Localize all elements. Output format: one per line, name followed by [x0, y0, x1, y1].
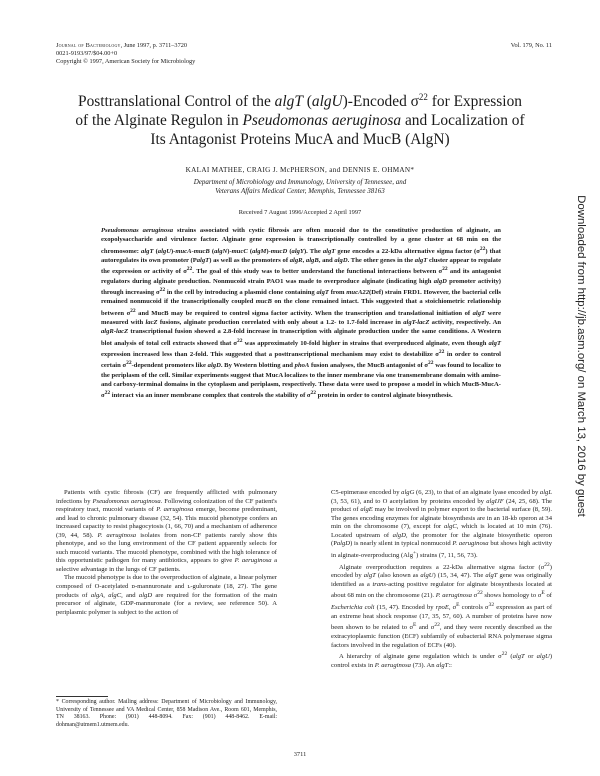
journal-name: Journal of Bacteriology: [56, 42, 121, 49]
paragraph: The mucoid phenotype is due to the overproduction of alginate, a linear polymer composed of O-acetylated ᴅ-mannuronate and ʟ-guluronate (18, 27). The gene products of algA, algC, and algD are required for the formation of the main precursor of alginate, GDP-mannuronate (for a review, see reference 50). A periplasmic polymer is subject to the action of: [56, 574, 278, 616]
received-accepted-dates: Received 7 August 1996/Accepted 2 April 1997: [238, 209, 362, 216]
corresponding-author-footnote: * Corresponding author. Mailing address: Department of Microbiology and Immunology, University of Tennessee and VA Medical Center, 858 Madison Ave., Room 601, Memphis, TN 38163. Phone: (901) 448-8094. Fax: (901) 448-8462. E-mail: dohman@utmem1.utmem.edu.: [56, 699, 277, 728]
abstract: Pseudomonas aeruginosa strains associated with cystic fibrosis are often mucoid due to the constitutive production of alginate, an exopolysaccharide and virulence factor. Alginate gene expression is transcriptionally controlled by a gene cluster at 68 min on the chromosome: algT (algU)-mucA-mucB (algN)-mucC (algM)-mucD (algY). The algT gene encodes a 22-kDa alternative sigma factor $(\sigma^{22})$ that autoregulates its own promoter (PalgT) as well as the promoters of algR, algB, and algD. The other genes in the algT cluster appear to regulate the expression or activity of $\sigma^{22}$. The goal of this study was to better understand the functional interactions between $\sigma^{22}$ and its antagonist regulators during alginate production. Nonmucoid strain PAO1 was made to overproduce alginate (indicating high algD promoter activity) through increasing $\sigma^{22}$ in the cell by introducing a plasmid clone containing algT from mucA22(Def) strain FRD1. However, the bacterial cells remained nonmucoid if the transcriptionally coupled mucB on the clone remained intact. This suggested that a stoichiometric relationship between $\sigma^{22}$ and MucB may be required to control sigma factor activity. When the transcription and translational initiation of algT were measured with lacZ fusions, alginate production correlated with only about a 1.2- to 1.7-fold increase in algT-lacZ activity, respectively. An algR-lacZ transcriptional fusion showed a 2.8-fold increase in transcription with alginate production under the same conditions. A Western blot analysis of total cell extracts showed that $\sigma^{22}$ was approximately 10-fold higher in strains that overproduced alginate, even though algT expression increased less than 2-fold. This suggested that a posttranscriptional mechanism may exist to destabilize $\sigma^{22}$ in order to control certain $\sigma^{22}$-dependent promoters like algD. By Western blotting and phoA fusion analyses, the MucB antagonist of $\sigma^{22}$ was found to localize to the periplasm of the cell. Similar experiments suggest that MucA localizes to the inner membrane via one transmembrane domain with amino- and carboxy-terminal domains in the cytoplasm and periplasm, respectively. These data were used to propose a model in which MucB-$MucA-\sigma^{22}$ interact via an inner membrane complex that controls the stability of $\sigma^{22}$ protein in order to control alginate biosynthesis.: [101, 227, 502, 400]
body-column-right: [331, 489, 552, 671]
journal-date-pages: , June 1997, p. 3711–3720: [120, 42, 188, 49]
article-title: Posttranslational Control of the algT (algU)-Encoded $\sigma^{22}$ for Expression of the Alginate Regulon in Pseudomonas aeruginosa and Localization of Its Antagonist Proteins MucA and MucB (AlgN): [75, 92, 525, 149]
paragraph: C5-epimerase encoded by algG (6, 23), to that of an alginate lyase encoded by algL (3, 53, 61), and to O acetylation by proteins encoded by algIJF (24, 25, 68). The product of algE may be involved in polymer export to the bacterial surface (8, 59). The genes encoding enzymes for alginate biosynthesis are in an 18-kb operon at 34 min on the chromosome (7), except for algC, which is located at 10 min (76). Located upstream of algD, the promoter for the alginate biosynthetic operon (PalgD) is nearly silent in typical nonmucoid P. aeruginosa but shows high activity in alginate-overproducing (Alg+) strains (7, 11, 56, 73).: [331, 489, 553, 560]
volume-number: Vol. 179, No. 11: [510, 42, 552, 49]
download-watermark-strip: [570, 36, 592, 676]
copyright: Copyright © 1997, American Society for Microbiology: [56, 58, 196, 66]
paragraph: Alginate overproduction requires a 22-kDa alternative sigma factor $(\sigma^{22})$ encoded by algT (also known as algU) (15, 34, 47). The algT gene was originally identified as a trans-acting positive regulator for alginate biosynthesis located at about 68 min on the chromosome (21). P. aeruginosa $\sigma^{22}$ shows homology to $\sigma^E$ of Escherichia coli (15, 47). Encoded by rpoE, $\sigma^E$ controls $\sigma^{32}$ expression as part of an extreme heat shock response (17, 35, 57, 60). A number of proteins have now been shown to be related to $\sigma^E$ and $\sigma^{22}$, and they were recently described as the extracytoplasmic function (ECF) subfamily of eubacterial RNA polymerase sigma factors involved in the regulation of ECFs (40).: [331, 561, 553, 649]
download-watermark: Downloaded from http://jb.asm.org/ on March 13, 2016 by guest: [575, 195, 587, 517]
running-header: [56, 42, 376, 67]
page-number: 3711: [293, 751, 307, 758]
journal-citation: [56, 42, 376, 50]
paragraph: Patients with cystic fibrosis (CF) are frequently afflicted with pulmonary infections by Pseudomonas aeruginosa. Following colonization of the CF patient's respiratory tract, mucoid variants of P. aeruginosa emerge, become predominant, and lead to chronic pulmonary disease (32, 54). This mucoid phenotype confers an increased capacity to resist phagocytosis (1, 66, 70) and a mechanism of adherence (39, 44, 58). P. aeruginosa isolates from non-CF patients rarely show this phenotype, and so the lung environment of the CF patient apparently selects for such mucoid variants. The mucoid phenotype, combined with the high tolerance of this opportunistic pathogen for many antibiotics, appears to give P. aeruginosa a selective advantage in the lungs of CF patients.: [56, 489, 277, 573]
author-list: KALAI MATHEE, CRAIG J. McPHERSON, and DENNIS E. OHMAN*: [185, 166, 415, 174]
issn: 0021-9193/97/$04.00+0: [56, 50, 118, 58]
body-column-left: [56, 489, 277, 617]
affiliation: Department of Microbiology and Immunology, University of Tennessee, and Veterans Affairs Medical Center, Memphis, Tennessee 38163: [193, 178, 407, 196]
footnote-rule: [56, 696, 108, 697]
paragraph: A hierarchy of alginate gene regulation which is under $\sigma^{22}$ (algT or algU) control exists in P. aeruginosa (73). An algT::: [331, 651, 553, 669]
